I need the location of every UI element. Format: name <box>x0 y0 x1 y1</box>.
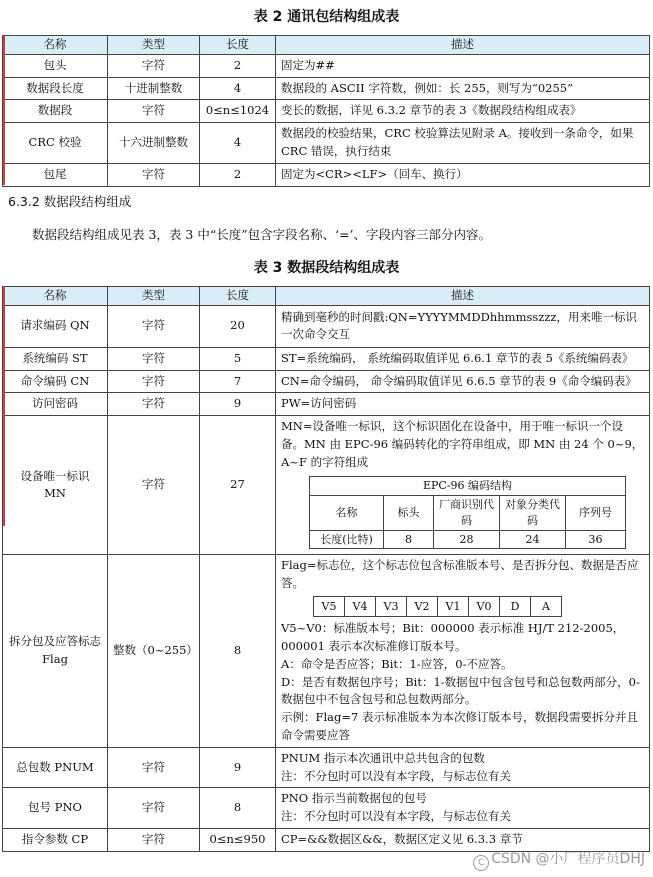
table-row-st <box>3 347 650 370</box>
cell-name: 拆分包及应答标志 Flag <box>3 555 108 747</box>
pnum-note: 注：不分包时可以没有本字段，与标志位有关 <box>281 768 511 783</box>
mn-description: MN=设备唯一标识，这个标识固化在设备中，用于唯一标识一个设备。MN 由 EPC-96 编码转化的字符串组成，即 MN 由 24 个 0~9，A~F 的字符组成 <box>281 419 644 469</box>
header-type: 类型 <box>108 36 200 55</box>
cell-length: 9 <box>200 747 276 788</box>
cell-name: 指令参数 CP <box>3 829 108 852</box>
cell-name: 命令编码 CN <box>3 370 108 393</box>
flag-line: V5~V0：标准版本号；Bit：000000 表示标准 HJ/T 212-2005，000001 表示本次标准修订版本号。 <box>281 621 625 653</box>
table-header-row <box>3 287 650 306</box>
cell-name: CRC 校验 <box>3 123 108 164</box>
epc-header: 标头 <box>384 495 434 530</box>
cell-type: 十六进制整数 <box>108 123 200 164</box>
cell-length: 7 <box>200 370 276 393</box>
table-row <box>3 54 650 77</box>
table-row-cn <box>3 370 650 393</box>
cell-name: 系统编码 ST <box>3 347 108 370</box>
flag-bit: D <box>500 597 531 617</box>
cell-description: 数据段的 ASCII 字符数，例如：长 255，则写为“0255” <box>276 77 650 100</box>
cell-description: CN=命令编码， 命令编码取值详见 6.6.5 章节的表 9《命令编码表》 <box>276 370 650 393</box>
pno-note: 注：不分包时可以没有本字段，与标志位有关 <box>281 809 511 824</box>
cell-type: 整数（0~255） <box>108 555 200 747</box>
cell-length: 8 <box>200 555 276 747</box>
table-row <box>3 77 650 100</box>
epc-header: 名称 <box>310 495 384 530</box>
cell-type: 字符 <box>108 788 200 829</box>
left-accent-bar <box>3 35 5 185</box>
cell-type: 字符 <box>108 305 200 347</box>
header-type: 类型 <box>108 287 200 306</box>
cell-length: 4 <box>200 77 276 100</box>
cell-description: 精确到毫秒的时间戳:QN=YYYYMMDDhhmmsszzz，用来唯一标识一次命令交互 <box>276 305 650 347</box>
data-segment-table <box>2 286 650 852</box>
section-paragraph: 数据段结构组成见表 3，表 3 中“长度”包含字段名称、‘=’、字段内容三部分内容。 <box>32 227 492 242</box>
flag-bit: A <box>531 597 562 617</box>
table-row-pnum <box>3 747 650 788</box>
flag-intro: Flag=标志位，这个标志位包含标准版本号、是否拆分包、数据是否应答。 <box>281 558 639 591</box>
cell-type: 字符 <box>108 100 200 123</box>
table-row-mn <box>3 416 650 555</box>
cell-length: 0≤n≤950 <box>200 829 276 852</box>
csdn-logo-icon: C <box>473 855 489 871</box>
cell-description <box>276 555 650 747</box>
flag-bit: V2 <box>407 597 438 617</box>
epc-cell: 8 <box>384 530 434 549</box>
cell-name: 设备唯一标识 MN <box>3 416 108 555</box>
epc-structure-table <box>309 476 626 550</box>
cell-description: CP=&&数据区&&，数据区定义见 6.3.3 章节 <box>276 829 650 852</box>
table-row <box>3 123 650 164</box>
cell-length: 9 <box>200 393 276 416</box>
flag-bit: V1 <box>438 597 469 617</box>
table-row <box>3 100 650 123</box>
table-row-pno <box>3 788 650 829</box>
cell-length: 27 <box>200 416 276 555</box>
left-accent-bar <box>3 286 5 526</box>
epc-header: 序列号 <box>566 495 626 530</box>
cell-description <box>276 747 650 788</box>
cell-description <box>276 788 650 829</box>
flag-bit: V4 <box>345 597 376 617</box>
cell-length: 2 <box>200 163 276 186</box>
cell-length: 2 <box>200 54 276 77</box>
cell-name: 访问密码 <box>3 393 108 416</box>
flag-bit: V3 <box>376 597 407 617</box>
cell-length: 5 <box>200 347 276 370</box>
flag-line: 示例：Flag=7 表示标准版本为本次修订版本号，数据段需要拆分并且命令需要应答 <box>281 710 638 742</box>
packet-structure-table <box>2 35 650 187</box>
header-description: 描述 <box>276 287 650 306</box>
watermark-text: CSDN @小厂程序员DHJ <box>491 851 645 867</box>
cell-type: 字符 <box>108 393 200 416</box>
cell-type: 字符 <box>108 416 200 555</box>
section-heading: 6.3.2 数据段结构组成 <box>8 194 132 209</box>
cell-type: 十进制整数 <box>108 77 200 100</box>
flag-bit: V5 <box>314 597 345 617</box>
cell-type: 字符 <box>108 54 200 77</box>
flag-line: D：是否有数据包序号；Bit：1-数据包中包含包号和总包数两部分，0-数据包中不包含包号和总包数两部分。 <box>281 674 640 707</box>
epc-header: 对象分类代码 <box>500 495 566 530</box>
cell-description: 变长的数据，详见 6.3.2 章节的表 3《数据段结构组成表》 <box>276 100 650 123</box>
table-row-qn <box>3 305 650 347</box>
cell-name: 包尾 <box>3 163 108 186</box>
table-row <box>3 163 650 186</box>
epc-header: 厂商识别代码 <box>434 495 500 530</box>
cell-name: 包头 <box>3 54 108 77</box>
cell-type: 字符 <box>108 747 200 788</box>
header-name: 名称 <box>3 287 108 306</box>
header-name: 名称 <box>3 36 108 55</box>
cell-length: 4 <box>200 123 276 164</box>
cell-description: PW=访问密码 <box>276 393 650 416</box>
watermark <box>473 848 645 871</box>
table-row-flag <box>3 555 650 747</box>
table-row-pw <box>3 393 650 416</box>
cell-name: 包号 PNO <box>3 788 108 829</box>
pno-line: PNO 指示当前数据包的包号 <box>281 791 427 806</box>
header-description: 描述 <box>276 36 650 55</box>
cell-length: 8 <box>200 788 276 829</box>
cell-name: 请求编码 QN <box>3 305 108 347</box>
flag-line: A：命令是否应答；Bit：1-应答，0-不应答。 <box>281 656 513 671</box>
cell-length: 0≤n≤1024 <box>200 100 276 123</box>
pnum-line: PNUM 指示本次通讯中总共包含的包数 <box>281 750 485 765</box>
cell-type: 字符 <box>108 347 200 370</box>
table-header-row <box>3 36 650 55</box>
flag-bits-table <box>313 596 562 617</box>
cell-description: ST=系统编码， 系统编码取值详见 6.6.1 章节的表 5《系统编码表》 <box>276 347 650 370</box>
cell-name: 数据段 <box>3 100 108 123</box>
table2-caption: 表 2 通讯包结构组成表 <box>253 9 400 25</box>
epc-cell: 36 <box>566 530 626 549</box>
cell-length: 20 <box>200 305 276 347</box>
cell-type: 字符 <box>108 829 200 852</box>
epc-cell: 24 <box>500 530 566 549</box>
cell-description: 固定为<CR><LF>（回车、换行） <box>276 163 650 186</box>
cell-description: 数据段的校验结果，CRC 校验算法见附录 A。接收到一条命令，如果 CRC 错误，执行结束 <box>276 123 650 164</box>
cell-description: 固定为## <box>276 54 650 77</box>
header-length: 长度 <box>200 36 276 55</box>
table3-caption: 表 3 数据段结构组成表 <box>253 260 400 276</box>
epc-title: EPC-96 编码结构 <box>310 476 626 495</box>
cell-name: 总包数 PNUM <box>3 747 108 788</box>
cell-name: 数据段长度 <box>3 77 108 100</box>
epc-cell: 28 <box>434 530 500 549</box>
cell-description <box>276 416 650 555</box>
cell-type: 字符 <box>108 163 200 186</box>
header-length: 长度 <box>200 287 276 306</box>
cell-type: 字符 <box>108 370 200 393</box>
epc-cell: 长度(比特) <box>310 530 384 549</box>
flag-bit: V0 <box>469 597 500 617</box>
